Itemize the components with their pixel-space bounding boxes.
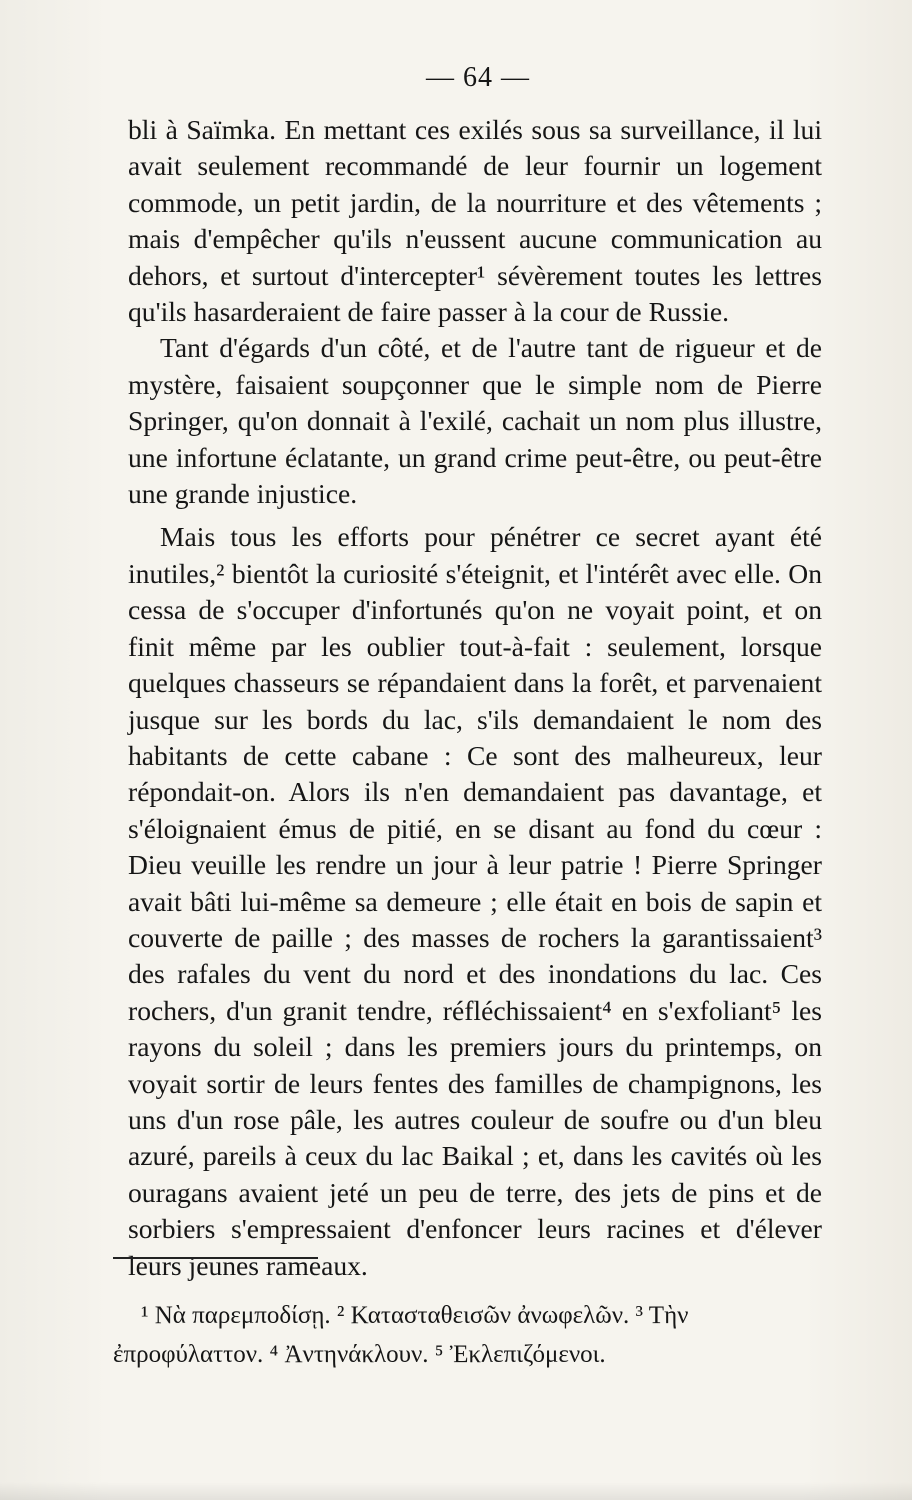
page-edge-shadow (0, 1482, 912, 1500)
footnote-divider (113, 1257, 318, 1259)
paragraph-2: Tant d'égards d'un côté, et de l'autre tant de rigueur et de mystère, faisaient soupçonner que le simple nom de Pierre Springer, qu'on donnait à l'exilé, cachait un nom plus illustre, une infortune éclatante, un grand crime peut-être, ou peut-être une grande injustice. (128, 332, 822, 510)
footnote-line-1: ¹ Νὰ παρεμποδίσῃ. ² Κατασταθεισῶν ἀνωφελῶν. ³ Τὴν (141, 1302, 689, 1329)
main-text (128, 112, 822, 1284)
footnote-line-2: ἐπροφύλαττον. ⁴ Ἀντηνάκλουν. ⁵ Ἐκλεπιζόμενοι. (113, 1341, 606, 1368)
paragraph-3: Mais tous les efforts pour pénétrer ce secret ayant été inutiles,² bientôt la curiosité s'éteignit, et l'intérêt avec elle. On cessa de s'occuper d'infortunés qu'on ne voyait point, et on finit même par les oublier tout-à-fait : seulement, lorsque quelques chasseurs se répandaient dans la forêt, et parvenaient jusque sur les bords du lac, s'ils demandaient le nom des habitants de cette cabane : Ce sont des malheureux, leur répondait-on. Alors ils n'en demandaient pas davantage, et s'éloignaient émus de pitié, en se disant au fond du cœur : Dieu veuille les rendre un jour à leur patrie ! Pierre Springer avait bâti lui-même sa demeure ; elle était en bois de sapin et couverte de paille ; des masses de rochers la garantissaient³ des rafales du vent du nord et des inondations du lac. Ces rochers, d'un granit tendre, réfléchissaient⁴ en s'exfoliant⁵ les rayons du soleil ; dans les premiers jours du printemps, on voyait sortir de leurs fentes des familles de champignons, les uns d'un rose pâle, les autres couleur de soufre ou d'un bleu azuré, pareils à ceux du lac Baikal ; et, dans les cavités où les ouragans avaient jeté un peu de terre, des jets de pins et de sorbiers s'empressaient d'enfoncer leurs racines et d'élever leurs jeunes rameaux. (128, 521, 822, 1281)
footnotes (113, 1296, 835, 1374)
paragraph-1: bli à Saïmka. En mettant ces exilés sous sa surveillance, il lui avait seulement recommandé de leur fournir un logement commode, un petit jardin, de la nourriture et des vêtements ; mais d'empêcher qu'ils n'eussent aucune communication au dehors, et surtout d'intercepter¹ sévèrement toutes les lettres qu'ils hasarderaient de faire passer à la cour de Russie. (128, 114, 822, 328)
page-number: — 64 — (426, 62, 530, 93)
